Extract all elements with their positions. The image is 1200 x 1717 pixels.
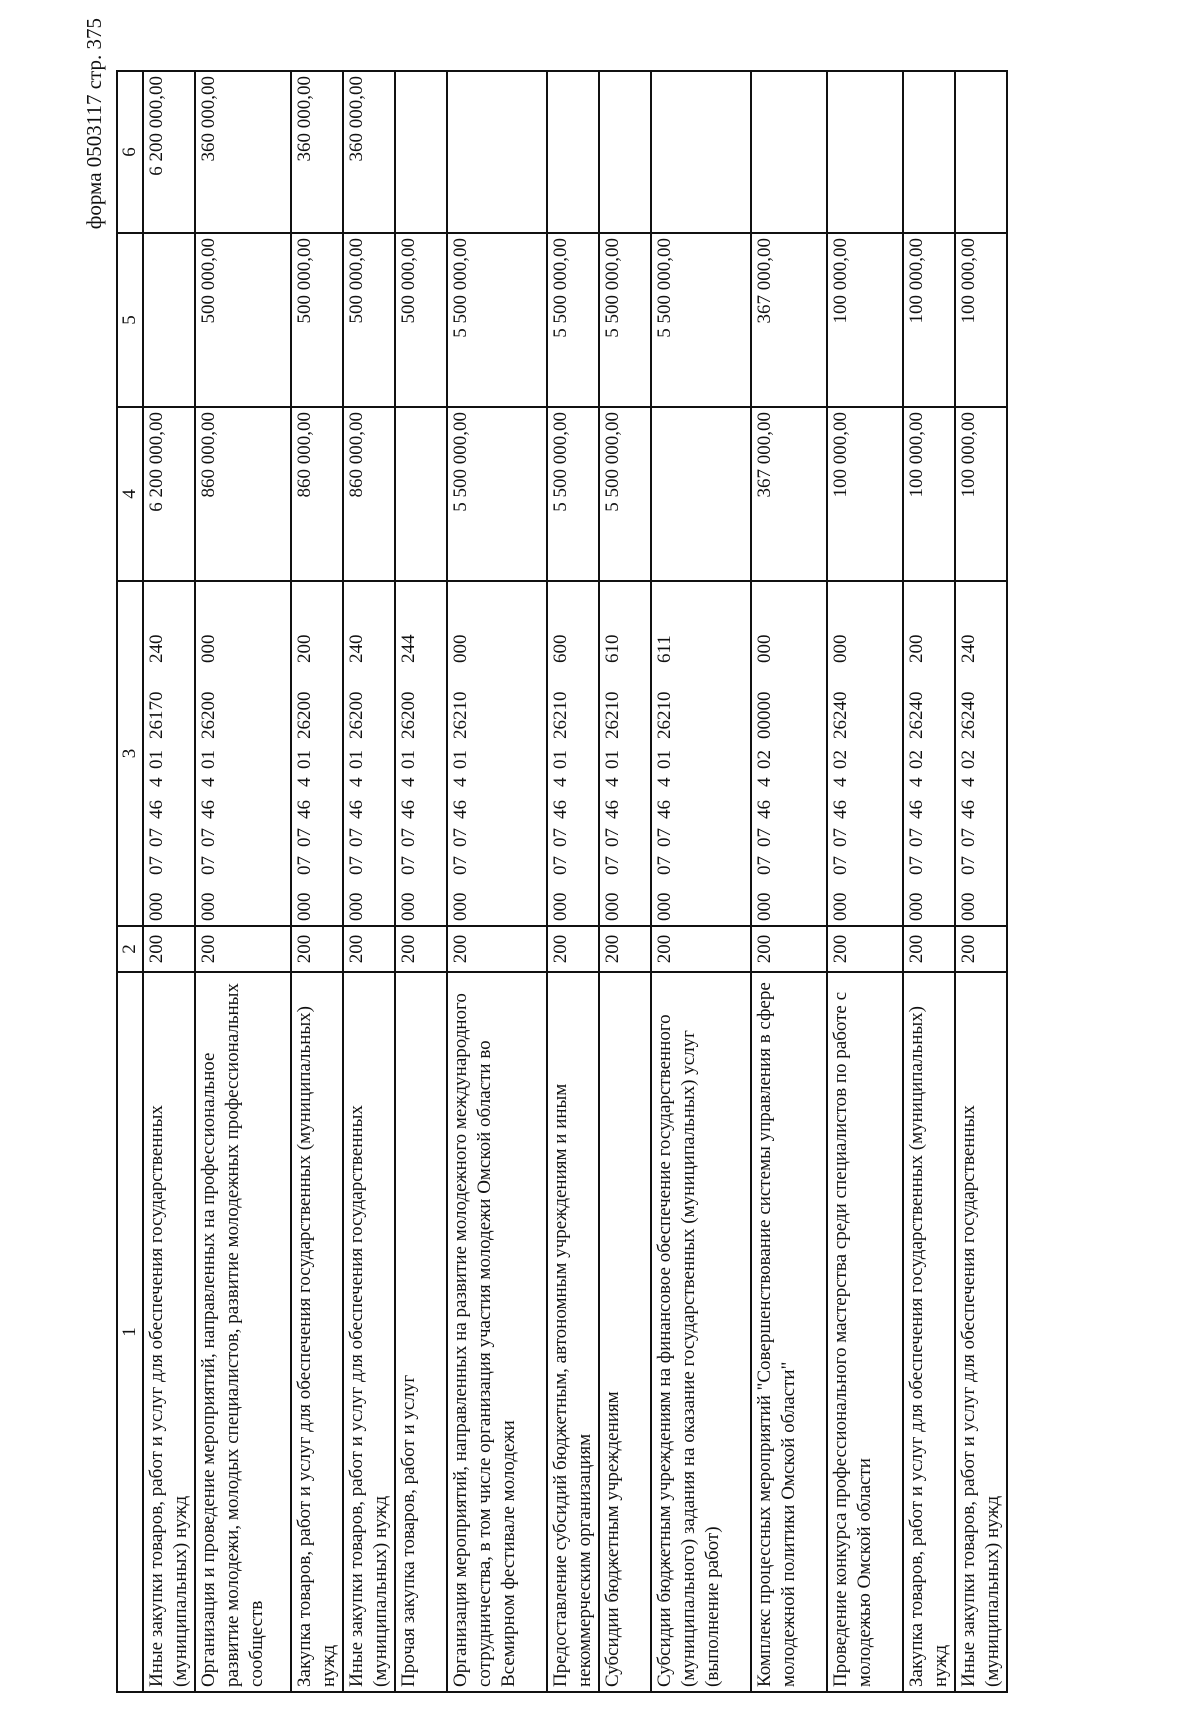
- row-value-col6: [547, 71, 599, 233]
- budget-code-part: 07: [398, 856, 419, 875]
- row-name: Предоставление субсидий бюджетным, автономным учреждениям и иным некоммерческим организациям: [547, 972, 599, 1692]
- row-budget-code: [827, 581, 903, 926]
- table-row: [447, 71, 547, 1692]
- row-value-col6: [827, 71, 903, 233]
- budget-code-part: 200: [294, 634, 315, 663]
- budget-code-part: 000: [550, 892, 571, 921]
- table-row: [751, 71, 827, 1692]
- budget-code-part: 26200: [398, 691, 419, 739]
- row-value-col6: 360 000,00: [343, 71, 395, 233]
- budget-code-part: 4: [398, 777, 419, 787]
- column-header-5: 5: [117, 233, 143, 407]
- budget-code-part: 000: [398, 892, 419, 921]
- budget-code-part: 07: [346, 828, 367, 847]
- budget-code-part: 07: [294, 856, 315, 875]
- row-line-code: 200: [291, 926, 343, 972]
- row-budget-code: [195, 581, 291, 926]
- row-value-col4: 860 000,00: [291, 407, 343, 581]
- budget-code-part: 000: [146, 892, 167, 921]
- column-header-2: 2: [117, 926, 143, 972]
- table-row: [651, 71, 751, 1692]
- row-line-code: 200: [547, 926, 599, 972]
- row-value-col5: 500 000,00: [291, 233, 343, 407]
- budget-code-part: 02: [906, 750, 927, 769]
- budget-code-part: 07: [198, 856, 219, 875]
- budget-code-part: 01: [146, 750, 167, 769]
- budget-code-part: 46: [754, 800, 775, 819]
- row-line-code: 200: [343, 926, 395, 972]
- budget-code-part: 610: [602, 634, 623, 663]
- column-header-4: 4: [117, 407, 143, 581]
- row-line-code: 200: [955, 926, 1007, 972]
- row-value-col5: 500 000,00: [195, 233, 291, 407]
- row-value-col6: [903, 71, 955, 233]
- header-row: [117, 71, 143, 1692]
- budget-code-part: 4: [450, 777, 471, 787]
- budget-code-part: 46: [450, 800, 471, 819]
- budget-code-part: 244: [398, 634, 419, 663]
- budget-code-part: 26200: [294, 691, 315, 739]
- row-line-code: 200: [143, 926, 195, 972]
- budget-code-part: 4: [830, 777, 851, 787]
- budget-code-part: 600: [550, 634, 571, 663]
- budget-code-part: 46: [958, 800, 979, 819]
- row-name: Иные закупки товаров, работ и услуг для обеспечения государственных (муниципальных) нужд: [343, 972, 395, 1692]
- budget-code-part: 00000: [754, 691, 775, 739]
- budget-code-part: 000: [198, 634, 219, 663]
- budget-code-part: 07: [754, 828, 775, 847]
- row-value-col4: 5 500 000,00: [447, 407, 547, 581]
- column-header-3: 3: [117, 581, 143, 926]
- budget-code-part: 000: [654, 892, 675, 921]
- table-body: [143, 71, 1007, 1692]
- budget-code-part: 07: [830, 856, 851, 875]
- document-page: [80, 0, 1120, 1717]
- budget-code-part: 240: [346, 634, 367, 663]
- budget-code-part: 000: [958, 892, 979, 921]
- budget-code-part: 4: [550, 777, 571, 787]
- row-line-code: 200: [651, 926, 751, 972]
- row-value-col4: 5 500 000,00: [547, 407, 599, 581]
- budget-code-part: 46: [294, 800, 315, 819]
- budget-code-part: 000: [450, 892, 471, 921]
- row-value-col4: 5 500 000,00: [599, 407, 651, 581]
- budget-code-part: 4: [146, 777, 167, 787]
- row-value-col6: [599, 71, 651, 233]
- table-row: [343, 71, 395, 1692]
- budget-code-part: 4: [602, 777, 623, 787]
- budget-code-part: 01: [294, 750, 315, 769]
- budget-code-part: 01: [398, 750, 419, 769]
- budget-code-part: 01: [654, 750, 675, 769]
- budget-code-part: 4: [198, 777, 219, 787]
- budget-code-part: 07: [958, 856, 979, 875]
- budget-code-part: 07: [654, 856, 675, 875]
- row-name: Иные закупки товаров, работ и услуг для обеспечения государственных (муниципальных) нужд: [955, 972, 1007, 1692]
- budget-code-part: 611: [654, 635, 675, 663]
- budget-code-part: 46: [830, 800, 851, 819]
- row-budget-code: [547, 581, 599, 926]
- table-row: [903, 71, 955, 1692]
- row-value-col6: 360 000,00: [291, 71, 343, 233]
- row-value-col5: 500 000,00: [395, 233, 447, 407]
- row-value-col4: 860 000,00: [195, 407, 291, 581]
- row-value-col6: 360 000,00: [195, 71, 291, 233]
- table-row: [827, 71, 903, 1692]
- budget-code-part: 01: [198, 750, 219, 769]
- row-value-col5: 5 500 000,00: [651, 233, 751, 407]
- row-value-col4: 367 000,00: [751, 407, 827, 581]
- budget-code-part: 4: [754, 777, 775, 787]
- budget-code-part: 07: [830, 828, 851, 847]
- row-value-col4: 100 000,00: [955, 407, 1007, 581]
- row-value-col5: 5 500 000,00: [547, 233, 599, 407]
- row-line-code: 200: [447, 926, 547, 972]
- budget-code-part: 000: [754, 892, 775, 921]
- row-line-code: 200: [395, 926, 447, 972]
- table-row: [291, 71, 343, 1692]
- budget-code-part: 46: [346, 800, 367, 819]
- budget-code-part: 000: [346, 892, 367, 921]
- budget-code-part: 000: [830, 892, 851, 921]
- row-name: Субсидии бюджетным учреждениям: [599, 972, 651, 1692]
- budget-code-part: 000: [906, 892, 927, 921]
- row-name: Организация мероприятий, направленных на развитие молодежного международного сотрудничества, в том числе организация участия молодежи Омской области во Всемирном фестивале молодежи: [447, 972, 547, 1692]
- row-value-col6: [955, 71, 1007, 233]
- budget-code-part: 4: [346, 777, 367, 787]
- budget-code-part: 4: [654, 777, 675, 787]
- row-value-col6: [651, 71, 751, 233]
- budget-code-part: 07: [958, 828, 979, 847]
- row-budget-code: [599, 581, 651, 926]
- row-line-code: 200: [599, 926, 651, 972]
- row-line-code: 200: [903, 926, 955, 972]
- budget-code-part: 02: [830, 750, 851, 769]
- budget-code-part: 26210: [654, 691, 675, 739]
- table-row: [143, 71, 195, 1692]
- budget-code-part: 000: [198, 892, 219, 921]
- budget-code-part: 000: [294, 892, 315, 921]
- row-budget-code: [343, 581, 395, 926]
- budget-code-part: 07: [550, 856, 571, 875]
- row-value-col5: 100 000,00: [827, 233, 903, 407]
- row-budget-code: [447, 581, 547, 926]
- row-value-col5: 5 500 000,00: [447, 233, 547, 407]
- budget-code-part: 26200: [198, 691, 219, 739]
- budget-code-part: 07: [550, 828, 571, 847]
- budget-code-part: 000: [754, 634, 775, 663]
- table-row: [547, 71, 599, 1692]
- row-value-col4: 100 000,00: [827, 407, 903, 581]
- table-row: [395, 71, 447, 1692]
- budget-code-part: 000: [830, 634, 851, 663]
- form-page-label: форма 0503117 стр. 375: [82, 18, 106, 230]
- budget-code-part: 200: [906, 634, 927, 663]
- row-budget-code: [751, 581, 827, 926]
- budget-code-part: 46: [654, 800, 675, 819]
- budget-code-part: 07: [602, 856, 623, 875]
- budget-code-part: 46: [146, 800, 167, 819]
- row-value-col5: 500 000,00: [343, 233, 395, 407]
- budget-code-part: 26170: [146, 691, 167, 739]
- budget-code-part: 07: [906, 856, 927, 875]
- budget-code-part: 07: [346, 856, 367, 875]
- row-value-col5: 100 000,00: [955, 233, 1007, 407]
- budget-code-part: 02: [754, 750, 775, 769]
- row-name: Организация и проведение мероприятий, направленных на профессиональное развитие молодежи, молодых специалистов, развитие молодежных профессиональных сообществ: [195, 972, 291, 1692]
- row-line-code: 200: [195, 926, 291, 972]
- budget-code-part: 000: [450, 634, 471, 663]
- budget-code-part: 000: [602, 892, 623, 921]
- budget-code-part: 26240: [906, 691, 927, 739]
- budget-code-part: 07: [198, 828, 219, 847]
- budget-code-part: 46: [906, 800, 927, 819]
- row-value-col6: 6 200 000,00: [143, 71, 195, 233]
- row-name: Закупка товаров, работ и услуг для обеспечения государственных (муниципальных) нужд: [291, 972, 343, 1692]
- row-value-col5: 100 000,00: [903, 233, 955, 407]
- budget-code-part: 26210: [450, 691, 471, 739]
- row-value-col5: 5 500 000,00: [599, 233, 651, 407]
- budget-code-part: 4: [294, 777, 315, 787]
- budget-code-part: 07: [654, 828, 675, 847]
- row-line-code: 200: [751, 926, 827, 972]
- budget-code-part: 46: [550, 800, 571, 819]
- row-budget-code: [955, 581, 1007, 926]
- row-value-col6: [395, 71, 447, 233]
- row-budget-code: [143, 581, 195, 926]
- row-value-col4: 860 000,00: [343, 407, 395, 581]
- budget-table: [116, 70, 1008, 1693]
- budget-code-part: 07: [146, 828, 167, 847]
- row-budget-code: [395, 581, 447, 926]
- budget-code-part: 07: [906, 828, 927, 847]
- row-value-col4: [651, 407, 751, 581]
- budget-code-part: 46: [602, 800, 623, 819]
- budget-code-part: 240: [958, 634, 979, 663]
- budget-code-part: 07: [450, 828, 471, 847]
- budget-code-part: 46: [398, 800, 419, 819]
- row-budget-code: [903, 581, 955, 926]
- budget-code-part: 46: [198, 800, 219, 819]
- budget-code-part: 07: [294, 828, 315, 847]
- row-line-code: 200: [827, 926, 903, 972]
- row-name: Комплекс процессных мероприятий "Совершенствование системы управления в сфере молодежной политики Омской области": [751, 972, 827, 1692]
- row-value-col4: 100 000,00: [903, 407, 955, 581]
- budget-code-part: 02: [958, 750, 979, 769]
- budget-code-part: 01: [602, 750, 623, 769]
- table-row: [195, 71, 291, 1692]
- row-value-col6: [751, 71, 827, 233]
- budget-code-part: 01: [450, 750, 471, 769]
- budget-code-part: 07: [450, 856, 471, 875]
- budget-code-part: 26200: [346, 691, 367, 739]
- budget-code-part: 26210: [550, 691, 571, 739]
- budget-code-part: 01: [550, 750, 571, 769]
- budget-code-part: 26240: [830, 691, 851, 739]
- row-value-col4: [395, 407, 447, 581]
- budget-code-part: 07: [398, 828, 419, 847]
- row-value-col5: [143, 233, 195, 407]
- budget-code-part: 07: [754, 856, 775, 875]
- column-header-6: 6: [117, 71, 143, 233]
- row-value-col6: [447, 71, 547, 233]
- budget-code-part: 07: [602, 828, 623, 847]
- budget-code-part: 26240: [958, 691, 979, 739]
- budget-code-part: 4: [958, 777, 979, 787]
- row-name: Закупка товаров, работ и услуг для обеспечения государственных (муниципальных) нужд: [903, 972, 955, 1692]
- row-name: Иные закупки товаров, работ и услуг для обеспечения государственных (муниципальных) нужд: [143, 972, 195, 1692]
- row-name: Субсидии бюджетным учреждениям на финансовое обеспечение государственного (муниципального) задания на оказание государственных (муниципальных) услуг (выполнение работ): [651, 972, 751, 1692]
- row-budget-code: [651, 581, 751, 926]
- budget-code-part: 01: [346, 750, 367, 769]
- table-row: [599, 71, 651, 1692]
- row-value-col5: 367 000,00: [751, 233, 827, 407]
- budget-code-part: 26210: [602, 691, 623, 739]
- table-row: [955, 71, 1007, 1692]
- row-budget-code: [291, 581, 343, 926]
- budget-code-part: 4: [906, 777, 927, 787]
- row-name: Проведение конкурса профессионального мастерства среди специалистов по работе с молодежью Омской области: [827, 972, 903, 1692]
- budget-code-part: 240: [146, 634, 167, 663]
- column-header-1: 1: [117, 972, 143, 1692]
- row-name: Прочая закупка товаров, работ и услуг: [395, 972, 447, 1692]
- budget-code-part: 07: [146, 856, 167, 875]
- row-value-col4: 6 200 000,00: [143, 407, 195, 581]
